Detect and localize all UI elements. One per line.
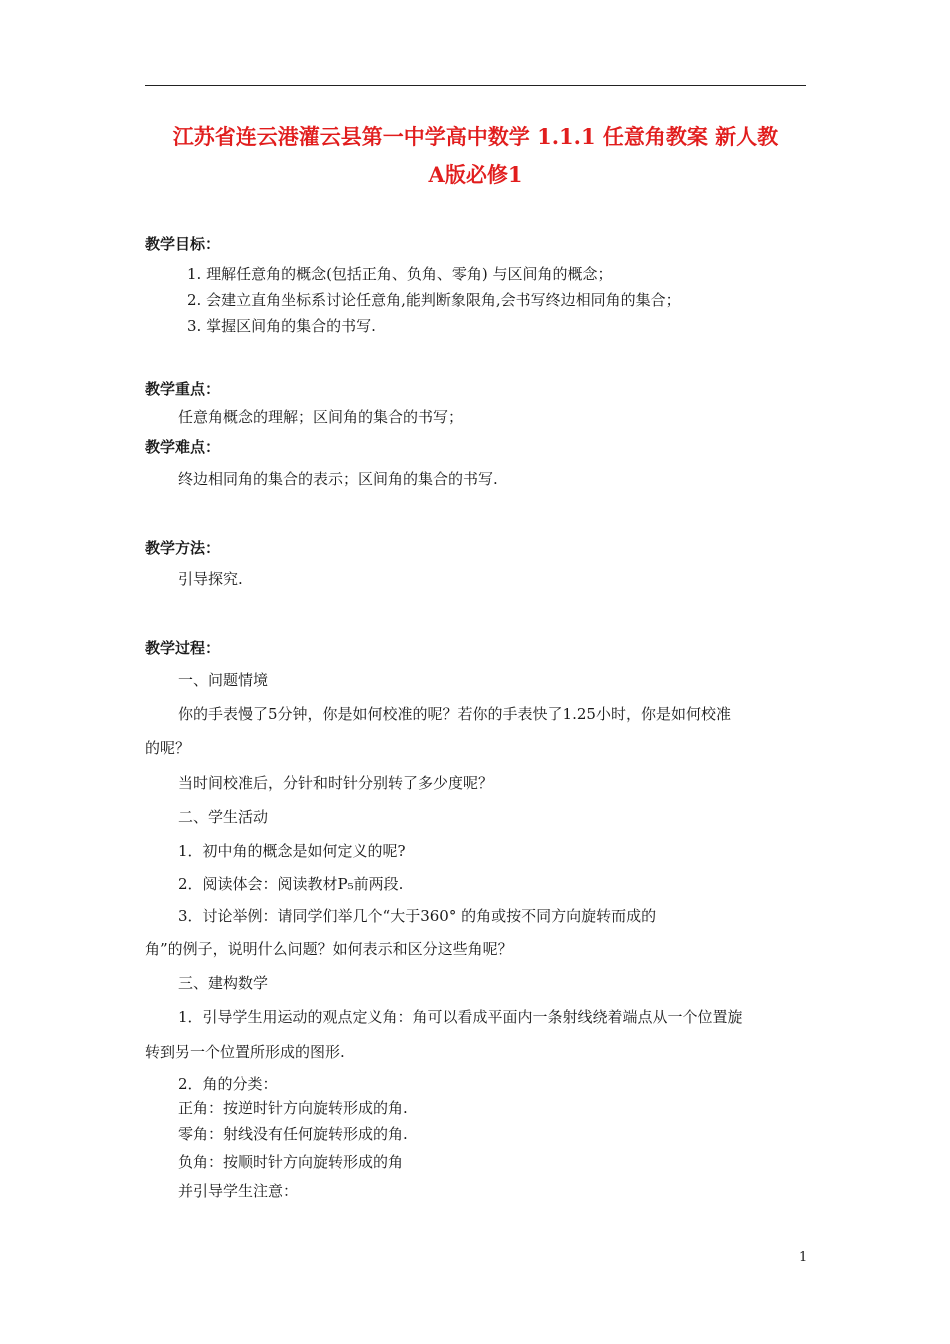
paragraph-line: 正角：按逆时针方向旋转形成的角. <box>178 1099 408 1117</box>
header-rule <box>145 85 806 86</box>
paragraph-line: 2．角的分类： <box>178 1075 278 1093</box>
paragraph-line: 2．阅读体会：阅读教材P₅前两段. <box>178 875 404 893</box>
paragraph-line: 的呢？ <box>145 739 191 757</box>
section-heading-problem-situation: 一、问题情境 <box>178 671 269 689</box>
paragraph-line: 零角：射线没有任何旋转形成的角. <box>178 1125 408 1143</box>
document-title-line-1: 江苏省连云港灌云县第一中学高中数学 1.1.1 任意角教案 新人教 <box>172 124 779 149</box>
objectives-heading: 教学目标： <box>145 235 221 253</box>
keypoints-heading: 教学重点： <box>145 380 221 398</box>
paragraph-line: 负角：按顺时针方向旋转形成的角 <box>178 1153 404 1171</box>
document-title-line-2: A版必修1 <box>428 162 523 187</box>
section-heading-student-activity: 二、学生活动 <box>178 808 269 826</box>
method-text: 引导探究. <box>178 570 243 588</box>
paragraph-line: 1．引导学生用运动的观点定义角：角可以看成平面内一条射线绕着端点从一个位置旋 <box>178 1008 743 1026</box>
paragraph-line: 1．初中角的概念是如何定义的呢? <box>178 842 406 860</box>
paragraph-line: 并引导学生注意： <box>178 1182 299 1200</box>
page-number: 1 <box>799 1250 808 1265</box>
difficulties-heading: 教学难点： <box>145 438 221 456</box>
objective-item: 2. 会建立直角坐标系讨论任意角,能判断象限角,会书写终边相同角的集合； <box>187 291 681 309</box>
keypoints-text: 任意角概念的理解；区间角的集合的书写； <box>178 408 464 426</box>
objective-item: 1. 理解任意角的概念(包括正角、负角、零角) 与区间角的概念； <box>187 265 613 283</box>
paragraph-line: 当时间校准后，分针和时针分别转了多少度呢？ <box>178 774 494 792</box>
paragraph-line: 角”的例子，说明什么问题？如何表示和区分这些角呢？ <box>145 940 513 958</box>
section-heading-construct-math: 三、建构数学 <box>178 974 269 992</box>
difficulties-text: 终边相同角的集合的表示；区间角的集合的书写. <box>178 470 498 488</box>
process-heading: 教学过程： <box>145 639 221 657</box>
objective-item: 3. 掌握区间角的集合的书写. <box>187 317 376 335</box>
paragraph-line: 你的手表慢了5分钟，你是如何校准的呢？若你的手表快了1.25小时，你是如何校准 <box>178 705 731 723</box>
paragraph-line: 3．讨论举例：请同学们举几个“大于360° 的角或按不同方向旋转而成的 <box>178 907 657 925</box>
method-heading: 教学方法： <box>145 539 221 557</box>
paragraph-line: 转到另一个位置所形成的图形. <box>145 1043 345 1061</box>
